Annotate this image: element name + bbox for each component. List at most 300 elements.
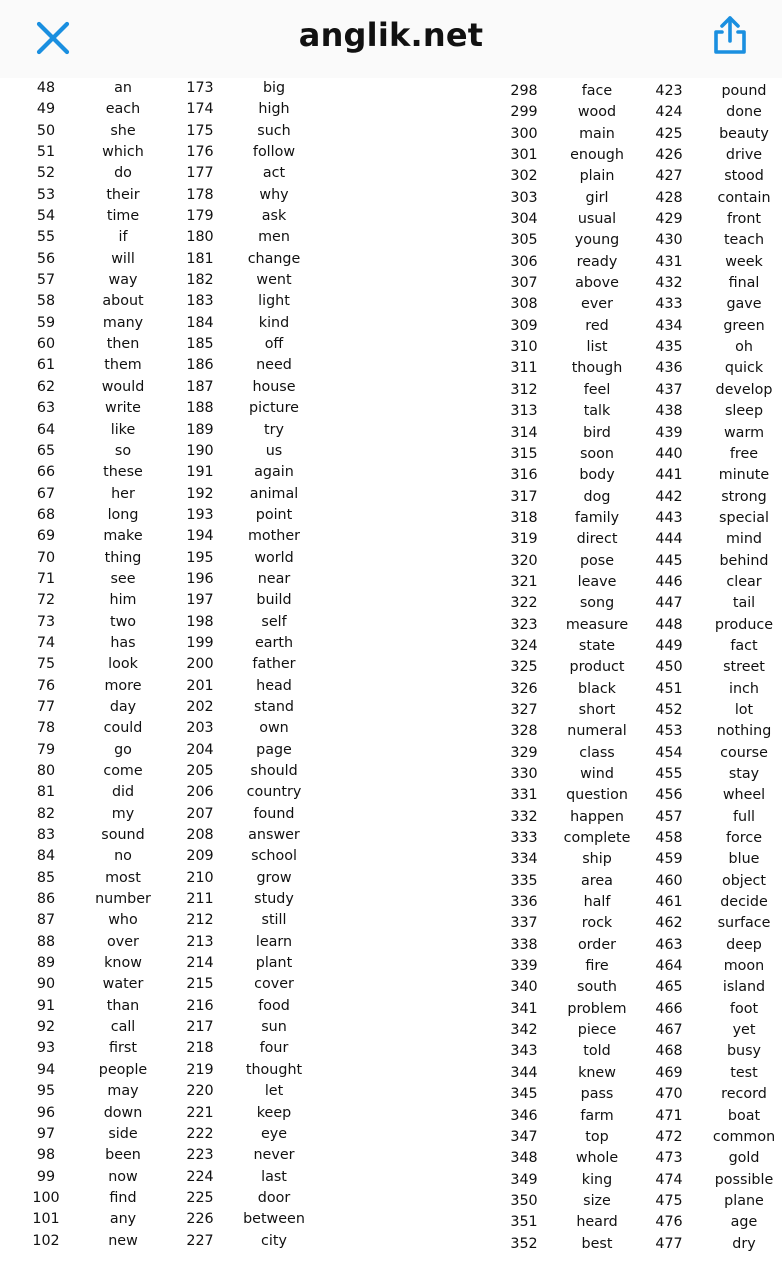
word-number: 325 <box>510 659 538 676</box>
word-number: 102 <box>32 1232 60 1249</box>
word-number: 57 <box>36 272 56 289</box>
word-text: surface <box>717 915 771 932</box>
word-text: try <box>264 421 284 438</box>
word-text: done <box>726 104 762 121</box>
word-number: 79 <box>36 741 56 758</box>
word-text: look <box>108 656 138 673</box>
word-text: force <box>725 830 762 847</box>
word-number: 51 <box>36 144 56 161</box>
word-text: number <box>95 891 151 908</box>
word-text: sleep <box>724 403 764 420</box>
word-number: 205 <box>186 763 214 779</box>
table-row <box>470 380 782 401</box>
word-number: 305 <box>510 232 538 249</box>
table-row <box>470 657 782 678</box>
table-row <box>0 846 380 867</box>
word-text: so <box>114 442 132 459</box>
word-number: 86 <box>36 891 56 908</box>
word-number: 184 <box>186 314 214 331</box>
word-number: 298 <box>510 83 538 99</box>
word-number: 96 <box>36 1104 56 1121</box>
word-text: stood <box>724 168 764 185</box>
word-number: 467 <box>655 1022 683 1039</box>
word-text: talk <box>583 403 611 420</box>
word-text: age <box>730 1214 758 1231</box>
word-text: last <box>261 1168 287 1185</box>
word-text: like <box>110 421 136 438</box>
word-text: need <box>256 357 292 374</box>
table-row <box>0 804 380 825</box>
word-number: 323 <box>510 616 538 633</box>
word-number: 88 <box>36 933 56 950</box>
word-number: 101 <box>32 1211 60 1228</box>
word-number: 220 <box>186 1083 214 1100</box>
word-text: song <box>579 595 615 612</box>
word-number: 176 <box>186 144 214 161</box>
word-number: 333 <box>510 830 538 847</box>
word-number: 223 <box>186 1147 214 1164</box>
word-text: order <box>577 936 617 953</box>
word-number: 434 <box>655 317 683 334</box>
table-row <box>0 761 380 782</box>
word-number: 460 <box>655 872 683 889</box>
word-number: 337 <box>510 915 538 932</box>
word-number: 178 <box>186 186 214 203</box>
table-row <box>470 188 782 209</box>
table-row <box>470 294 782 315</box>
word-number: 329 <box>510 744 538 761</box>
word-text: school <box>251 848 297 865</box>
word-text: self <box>261 613 287 630</box>
word-text: bird <box>583 424 611 441</box>
table-row <box>0 291 380 312</box>
word-text: head <box>256 677 292 694</box>
table-row <box>0 590 380 611</box>
table-row <box>0 868 380 889</box>
word-text: may <box>107 1083 139 1100</box>
word-text: wood <box>577 104 617 121</box>
word-text: full <box>732 808 756 825</box>
word-number: 457 <box>655 808 683 825</box>
table-row <box>470 999 782 1020</box>
word-number: 197 <box>186 592 214 609</box>
word-text: behind <box>719 552 769 569</box>
word-text: now <box>108 1168 138 1185</box>
word-text: grow <box>256 869 292 886</box>
word-text: course <box>720 744 768 761</box>
word-text: week <box>725 253 763 270</box>
word-number: 190 <box>186 442 214 459</box>
word-number: 189 <box>186 421 214 438</box>
word-text: boat <box>727 1107 761 1124</box>
word-text: ask <box>261 208 287 225</box>
word-text: study <box>254 891 294 908</box>
word-text: come <box>103 763 143 779</box>
word-number: 348 <box>510 1150 538 1167</box>
word-number: 433 <box>655 296 683 313</box>
word-text: told <box>583 1043 611 1060</box>
word-text: cover <box>254 976 294 993</box>
word-number: 85 <box>36 869 56 886</box>
word-list-page[interactable] <box>0 78 782 1280</box>
word-number: 206 <box>186 784 214 801</box>
table-row <box>0 78 380 99</box>
table-row <box>0 334 380 355</box>
word-number: 336 <box>510 894 538 911</box>
word-text: high <box>258 101 290 118</box>
word-number: 314 <box>510 424 538 441</box>
table-row <box>470 1041 782 1062</box>
table-row <box>0 206 380 227</box>
word-text: dog <box>583 488 611 505</box>
table-row <box>0 612 380 633</box>
word-text: let <box>264 1083 284 1100</box>
word-text: free <box>729 445 759 462</box>
table-row <box>470 828 782 849</box>
word-text: time <box>106 208 140 225</box>
word-number: 216 <box>186 997 214 1014</box>
word-number: 301 <box>510 147 538 164</box>
word-text: find <box>109 1189 137 1206</box>
word-number: 201 <box>186 677 214 694</box>
table-row <box>0 548 380 569</box>
word-text: gave <box>726 296 762 313</box>
word-text: men <box>258 229 290 246</box>
word-text: beauty <box>719 125 769 142</box>
table-row <box>470 1234 782 1255</box>
word-text: world <box>254 549 294 566</box>
word-number: 458 <box>655 830 683 847</box>
word-text: develop <box>715 381 773 398</box>
word-number: 321 <box>510 573 538 590</box>
word-text: picture <box>249 400 299 417</box>
word-text: went <box>256 272 292 289</box>
word-text: short <box>578 701 616 718</box>
word-number: 328 <box>510 723 538 740</box>
word-number: 345 <box>510 1086 538 1103</box>
word-number: 472 <box>655 1128 683 1145</box>
word-number: 461 <box>655 894 683 911</box>
word-text: over <box>107 933 139 950</box>
word-text: girl <box>585 189 609 206</box>
table-row <box>470 358 782 379</box>
word-number: 310 <box>510 339 538 356</box>
word-number: 435 <box>655 339 683 356</box>
word-text: food <box>258 997 290 1014</box>
table-row <box>0 782 380 803</box>
word-number: 351 <box>510 1214 538 1231</box>
word-number: 330 <box>510 766 538 782</box>
word-text: never <box>253 1147 295 1164</box>
table-row <box>0 185 380 206</box>
table-row <box>470 1063 782 1084</box>
word-number: 432 <box>655 275 683 292</box>
word-number: 306 <box>510 253 538 270</box>
table-row <box>0 1231 380 1252</box>
word-text: them <box>104 357 142 374</box>
word-number: 473 <box>655 1150 683 1167</box>
word-text: oh <box>735 339 753 356</box>
word-number: 428 <box>655 189 683 206</box>
word-number: 477 <box>655 1235 683 1252</box>
word-number: 318 <box>510 509 538 526</box>
word-text: wheel <box>722 787 766 804</box>
word-number: 183 <box>186 293 214 310</box>
word-number: 326 <box>510 680 538 697</box>
word-table-right <box>470 81 782 1255</box>
table-row <box>0 1188 380 1209</box>
word-number: 324 <box>510 637 538 654</box>
word-text: teach <box>723 232 765 249</box>
word-text: yet <box>732 1022 756 1039</box>
word-number: 454 <box>655 744 683 761</box>
word-text: warm <box>723 424 764 441</box>
word-text: contain <box>717 189 771 206</box>
word-number: 452 <box>655 701 683 718</box>
table-row <box>0 974 380 995</box>
table-row <box>0 1060 380 1081</box>
word-text: area <box>581 872 613 889</box>
table-row <box>0 163 380 184</box>
word-number: 225 <box>186 1189 214 1206</box>
table-row <box>470 124 782 145</box>
word-text: blue <box>728 851 760 868</box>
word-text: people <box>98 1061 148 1078</box>
word-text: young <box>574 232 620 249</box>
word-text: then <box>106 336 140 353</box>
table-row <box>470 230 782 251</box>
word-text: city <box>261 1232 287 1249</box>
word-text: why <box>259 186 289 203</box>
word-text: has <box>110 634 136 651</box>
word-number: 476 <box>655 1214 683 1231</box>
word-text: thing <box>104 549 142 566</box>
word-text: country <box>246 784 302 801</box>
word-text: list <box>586 339 608 356</box>
word-text: do <box>114 165 132 182</box>
word-text: fire <box>585 958 609 975</box>
word-text: should <box>250 763 298 779</box>
word-number: 343 <box>510 1043 538 1060</box>
word-text: him <box>109 592 137 609</box>
word-text: street <box>723 659 765 676</box>
table-row <box>0 1017 380 1038</box>
word-text: body <box>579 467 615 484</box>
word-text: side <box>108 1125 138 1142</box>
word-text: numeral <box>567 723 627 740</box>
word-text: red <box>585 317 609 334</box>
table-row <box>470 551 782 572</box>
table-row <box>0 654 380 675</box>
word-text: class <box>579 744 615 761</box>
table-row <box>470 977 782 998</box>
table-row <box>470 764 782 785</box>
word-text: again <box>254 464 294 481</box>
word-text: still <box>261 912 287 929</box>
table-row <box>0 1124 380 1145</box>
table-row <box>470 102 782 123</box>
table-row <box>470 401 782 422</box>
word-number: 474 <box>655 1171 683 1188</box>
word-text: than <box>106 997 140 1014</box>
word-text: question <box>566 787 628 804</box>
word-text: more <box>104 677 142 694</box>
word-number: 447 <box>655 595 683 612</box>
word-number: 87 <box>36 912 56 929</box>
word-number: 97 <box>36 1125 56 1142</box>
word-number: 214 <box>186 955 214 972</box>
word-number: 219 <box>186 1061 214 1078</box>
word-number: 73 <box>36 613 56 630</box>
word-text: farm <box>580 1107 614 1124</box>
word-number: 338 <box>510 936 538 953</box>
word-number: 303 <box>510 189 538 206</box>
word-number: 438 <box>655 403 683 420</box>
word-text: near <box>257 570 291 587</box>
word-number: 203 <box>186 720 214 737</box>
word-text: father <box>252 656 296 673</box>
word-number: 198 <box>186 613 214 630</box>
word-number: 55 <box>36 229 56 246</box>
word-number: 320 <box>510 552 538 569</box>
word-number: 312 <box>510 381 538 398</box>
table-row <box>0 526 380 547</box>
word-text: own <box>259 720 289 737</box>
word-table-left <box>0 78 380 1252</box>
word-text: her <box>111 485 135 502</box>
word-number: 93 <box>36 1040 56 1057</box>
table-row <box>470 892 782 913</box>
word-text: know <box>104 955 142 972</box>
table-row <box>470 423 782 444</box>
word-number: 331 <box>510 787 538 804</box>
word-number: 188 <box>186 400 214 417</box>
word-text: complete <box>563 830 631 847</box>
word-number: 48 <box>36 80 56 96</box>
table-row <box>0 910 380 931</box>
word-text: direct <box>576 531 618 548</box>
word-text: earth <box>254 634 294 651</box>
word-text: call <box>110 1019 136 1036</box>
table-row <box>0 398 380 419</box>
table-row <box>0 484 380 505</box>
word-text: most <box>105 869 141 886</box>
word-number: 208 <box>186 827 214 844</box>
word-number: 65 <box>36 442 56 459</box>
table-row <box>470 935 782 956</box>
word-text: whole <box>575 1150 619 1167</box>
word-number: 335 <box>510 872 538 889</box>
word-text: heard <box>576 1214 618 1231</box>
word-text: king <box>581 1171 613 1188</box>
table-row <box>0 1209 380 1230</box>
word-number: 307 <box>510 275 538 292</box>
word-text: found <box>253 805 295 822</box>
word-number: 299 <box>510 104 538 121</box>
word-number: 204 <box>186 741 214 758</box>
word-text: decide <box>720 894 768 911</box>
word-number: 179 <box>186 208 214 225</box>
word-text: gold <box>728 1150 760 1167</box>
word-number: 215 <box>186 976 214 993</box>
word-number: 226 <box>186 1211 214 1228</box>
word-number: 322 <box>510 595 538 612</box>
table-row <box>470 316 782 337</box>
word-text: off <box>264 336 284 353</box>
table-row <box>470 700 782 721</box>
word-number: 52 <box>36 165 56 182</box>
word-number: 327 <box>510 701 538 718</box>
word-number: 82 <box>36 805 56 822</box>
word-number: 227 <box>186 1232 214 1249</box>
word-number: 456 <box>655 787 683 804</box>
word-text: an <box>114 80 132 96</box>
word-number: 309 <box>510 317 538 334</box>
word-text: page <box>256 741 292 758</box>
word-text: who <box>108 912 138 929</box>
table-row <box>0 1081 380 1102</box>
word-text: follow <box>252 144 296 161</box>
table-row <box>470 679 782 700</box>
word-number: 453 <box>655 723 683 740</box>
word-number: 207 <box>186 805 214 822</box>
word-number: 98 <box>36 1147 56 1164</box>
table-row <box>470 209 782 230</box>
word-text: pound <box>721 83 767 99</box>
word-text: would <box>101 378 145 395</box>
word-text: top <box>585 1128 609 1145</box>
word-text: she <box>110 122 136 139</box>
word-number: 50 <box>36 122 56 139</box>
word-text: ship <box>582 851 612 868</box>
table-row <box>0 99 380 120</box>
table-row <box>0 697 380 718</box>
word-number: 444 <box>655 531 683 548</box>
word-number: 68 <box>36 506 56 523</box>
word-number: 64 <box>36 421 56 438</box>
word-text: nothing <box>716 723 772 740</box>
table-row <box>470 337 782 358</box>
word-text: record <box>721 1086 767 1103</box>
table-row <box>470 1020 782 1041</box>
word-number: 218 <box>186 1040 214 1057</box>
word-text: final <box>728 275 760 292</box>
share-icon[interactable] <box>708 14 752 58</box>
word-number: 56 <box>36 250 56 267</box>
word-text: plant <box>255 955 293 972</box>
word-number: 340 <box>510 979 538 996</box>
word-number: 427 <box>655 168 683 185</box>
word-number: 442 <box>655 488 683 505</box>
word-text: south <box>577 979 617 996</box>
table-row <box>470 871 782 892</box>
word-number: 459 <box>655 851 683 868</box>
word-number: 89 <box>36 955 56 972</box>
word-number: 61 <box>36 357 56 374</box>
word-text: stay <box>728 766 760 782</box>
word-text: special <box>719 509 769 526</box>
word-number: 67 <box>36 485 56 502</box>
word-text: animal <box>249 485 299 502</box>
word-number: 213 <box>186 933 214 950</box>
word-text: lot <box>734 701 754 718</box>
word-number: 60 <box>36 336 56 353</box>
word-text: size <box>583 1192 611 1209</box>
word-text: water <box>102 976 144 993</box>
word-text: clear <box>726 573 762 590</box>
word-number: 349 <box>510 1171 538 1188</box>
table-row <box>470 252 782 273</box>
